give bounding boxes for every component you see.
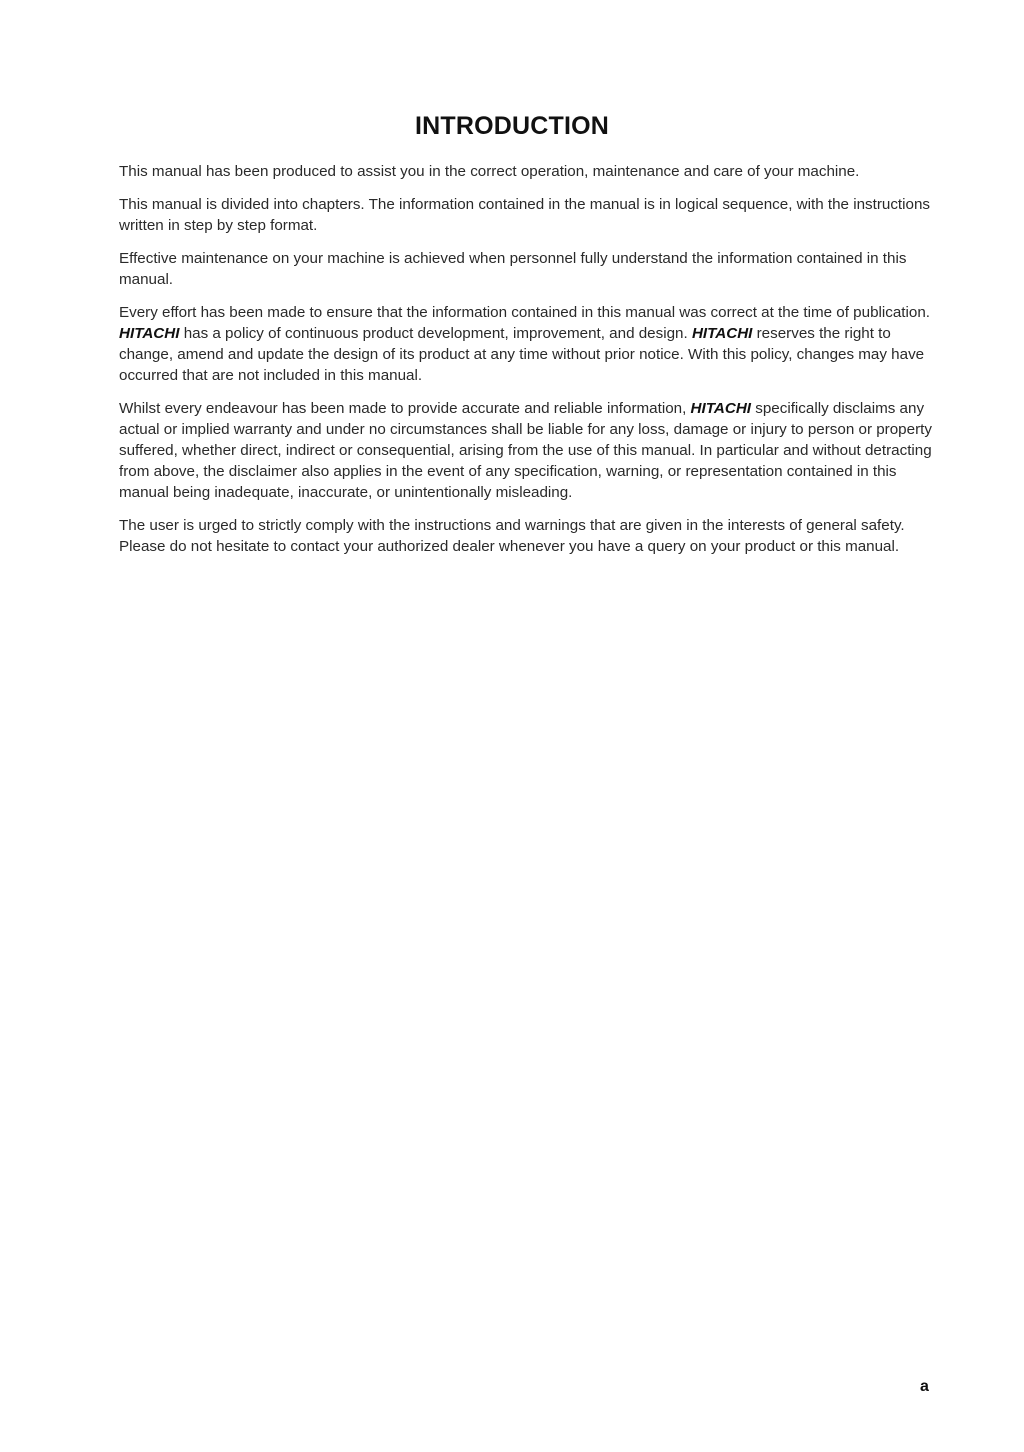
paragraph-structure: This manual is divided into chapters. The information contained in the manual is in logical sequence, with the instructions written in step by step format. [119,196,931,234]
brand-name: HITACHI [119,325,180,342]
paragraph-safety: The user is urged to strictly comply with the instructions and warnings that are given in the interests of general safety. Please do not hesitate to contact your authorized dealer whenever you have a query on your product or this manual. [119,517,905,555]
introduction-body [119,161,939,569]
page-title: INTRODUCTION [414,112,610,140]
page-number: a [920,1378,929,1395]
paragraph-segment: Whilst every endeavour has been made to provide accurate and reliable information, [119,400,691,417]
paragraph-segment: specifically disclaims any actual or implied warranty and under no circumstances shall be liable for any loss, damage or injury to person or property suffered, whether direct, indirect or consequential, arising from the use of this manual. In particular and without detracting from above, the disclaimer also applies in the event of any specification, warning, or representation contained in this manual being inadequate, inaccurate, or unintentionally misleading. [119,400,932,501]
brand-name: HITACHI [691,325,753,342]
paragraph-segment: Every effort has been made to ensure that the information contained in this manual was correct at the time of publication. [119,304,931,321]
paragraph-maintenance: Effective maintenance on your machine is achieved when personnel fully understand the information contained in this manual. [119,250,907,288]
paragraph-disclaimer [119,398,939,503]
paragraph-segment: has a policy of continuous product development, improvement, and design. [179,325,692,342]
paragraph-purpose: This manual has been produced to assist you in the correct operation, maintenance and care of your machine. [119,163,860,180]
paragraph-product-policy [119,302,939,386]
paragraph-segment: reserves the right to change, amend and update the design of its product at any time without prior notice. With this policy, changes may have occurred that are not included in this manual. [119,325,925,384]
brand-name: HITACHI [690,400,752,417]
